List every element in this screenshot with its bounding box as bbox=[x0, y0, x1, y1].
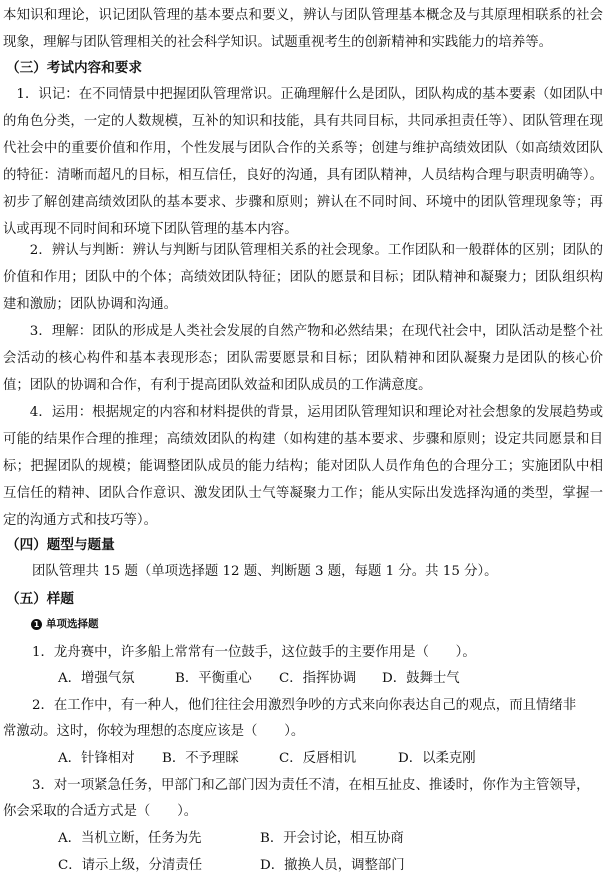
question-3-option-d: D．撤换人员，调整部门 bbox=[260, 858, 405, 873]
question-2-stem-line-2: 常激动。这时，你较为理想的态度应该是（ ）。 bbox=[3, 724, 305, 739]
item-recall: 1．识记：在不同情景中把握团队管理常识。正确理解什么是团队，团队构成的基本要素（如团队中的角色分类，一定的人数规模，互补的知识和技能，具有共同目标，共同承担责任等）、团队管理在现代社会中的重要价值和作用，个性发展与团队合作的关系等；创建与维护高绩效团队（如高绩效团队的特征：清晰而超凡的目标，相互信任，良好的沟通，具有团队精神，人员结构合理与职责明确等）。初步了解创建高绩效团队的基本要求、步骤和原则；辨认在不同时间、环境中的团队管理现象等；再认或再现不同时间和环境下团队管理的基本内容。 bbox=[3, 87, 603, 237]
item-identify-judge: 2．辨认与判断：辨认与判断与团队管理相关系的社会现象。工作团队和一般群体的区别；团队的价值和作用；团队中的个体；高绩效团队特征；团队的愿景和目标；团队精神和凝聚力；团队组织构建和激励；团队协调和沟通。 bbox=[3, 243, 603, 312]
question-3-stem-line-2: 你会采取的合适方式是（ ）。 bbox=[3, 804, 198, 819]
question-3-option-a: A．当机立断，任务为先 bbox=[58, 831, 202, 846]
intro-paragraph: 本知识和理论，识记团队管理的基本要点和要义，辨认与团队管理基本概念及与其原理相联系的社会现象，理解与团队管理相关的社会科学知识。试题重视考生的创新精神和实践能力的培养等。 bbox=[3, 8, 603, 50]
circled-number-icon: 1 bbox=[31, 619, 42, 630]
subheading-single-choice bbox=[31, 616, 99, 632]
question-1-option-b: B．平衡重心 bbox=[175, 671, 252, 686]
question-1-option-c: C．指挥协调 bbox=[279, 671, 357, 686]
question-2-option-b: B．不予理睬 bbox=[162, 751, 239, 766]
question-types-text: 团队管理共 15 题（单项选择题 12 题、判断题 3 题，每题 1 分。共 15 分）。 bbox=[32, 564, 498, 579]
item-apply: 4．运用：根据规定的内容和材料提供的背景，运用团队管理知识和理论对社会想象的发展趋势或可能的结果作合理的推理；高绩效团队的构建（如构建的基本要求、步骤和原则；设定共同愿景和目标；把握团队的规模；能调整团队成员的能力结构；能对团队人员作角色的合理分工；实施团队中相互信任的精神、团队合作意识、激发团队士气等凝聚力工作；能从实际出发选择沟通的类型，掌握一定的沟通方式和技巧等）。 bbox=[3, 405, 603, 528]
section-heading-question-types: （四）题型与题量 bbox=[6, 537, 115, 553]
question-3-option-c: C．请示上级，分清责任 bbox=[58, 858, 203, 873]
question-3-option-b: B．开会讨论，相互协商 bbox=[260, 831, 404, 846]
question-2-option-a: A．针锋相对 bbox=[58, 751, 135, 766]
section-heading-content-requirements: （三）考试内容和要求 bbox=[6, 60, 142, 76]
question-2-option-c: C．反唇相讥 bbox=[279, 751, 357, 766]
question-2-stem-line-1: 2．在工作中，有一种人，他们往往会用激烈争吵的方式来向你表达自己的观点，而且情绪非 bbox=[32, 698, 577, 713]
question-2-option-d: D．以柔克刚 bbox=[398, 751, 476, 766]
item-understand: 3．理解：团队的形成是人类社会发展的自然产物和必然结果；在现代社会中，团队活动是整个社会活动的核心构件和基本表现形态；团队需要愿景和目标；团队精神和团队凝聚力是团队的核心价值；团队的协调和合作，有利于提高团队效益和团队成员的工作满意度。 bbox=[3, 324, 603, 393]
question-1-option-d: D．鼓舞士气 bbox=[382, 671, 460, 686]
question-1-stem: 1．龙舟赛中，许多船上常常有一位鼓手，这位鼓手的主要作用是（ ）。 bbox=[32, 645, 476, 660]
subheading-label: 单项选择题 bbox=[46, 618, 99, 630]
question-3-stem-line-1: 3．对一项紧急任务，甲部门和乙部门因为责任不清，在相互扯皮、推诿时，你作为主管领导， bbox=[32, 778, 590, 793]
question-1-option-a: A．增强气氛 bbox=[58, 671, 135, 686]
section-heading-sample-questions: （五）样题 bbox=[6, 591, 74, 607]
